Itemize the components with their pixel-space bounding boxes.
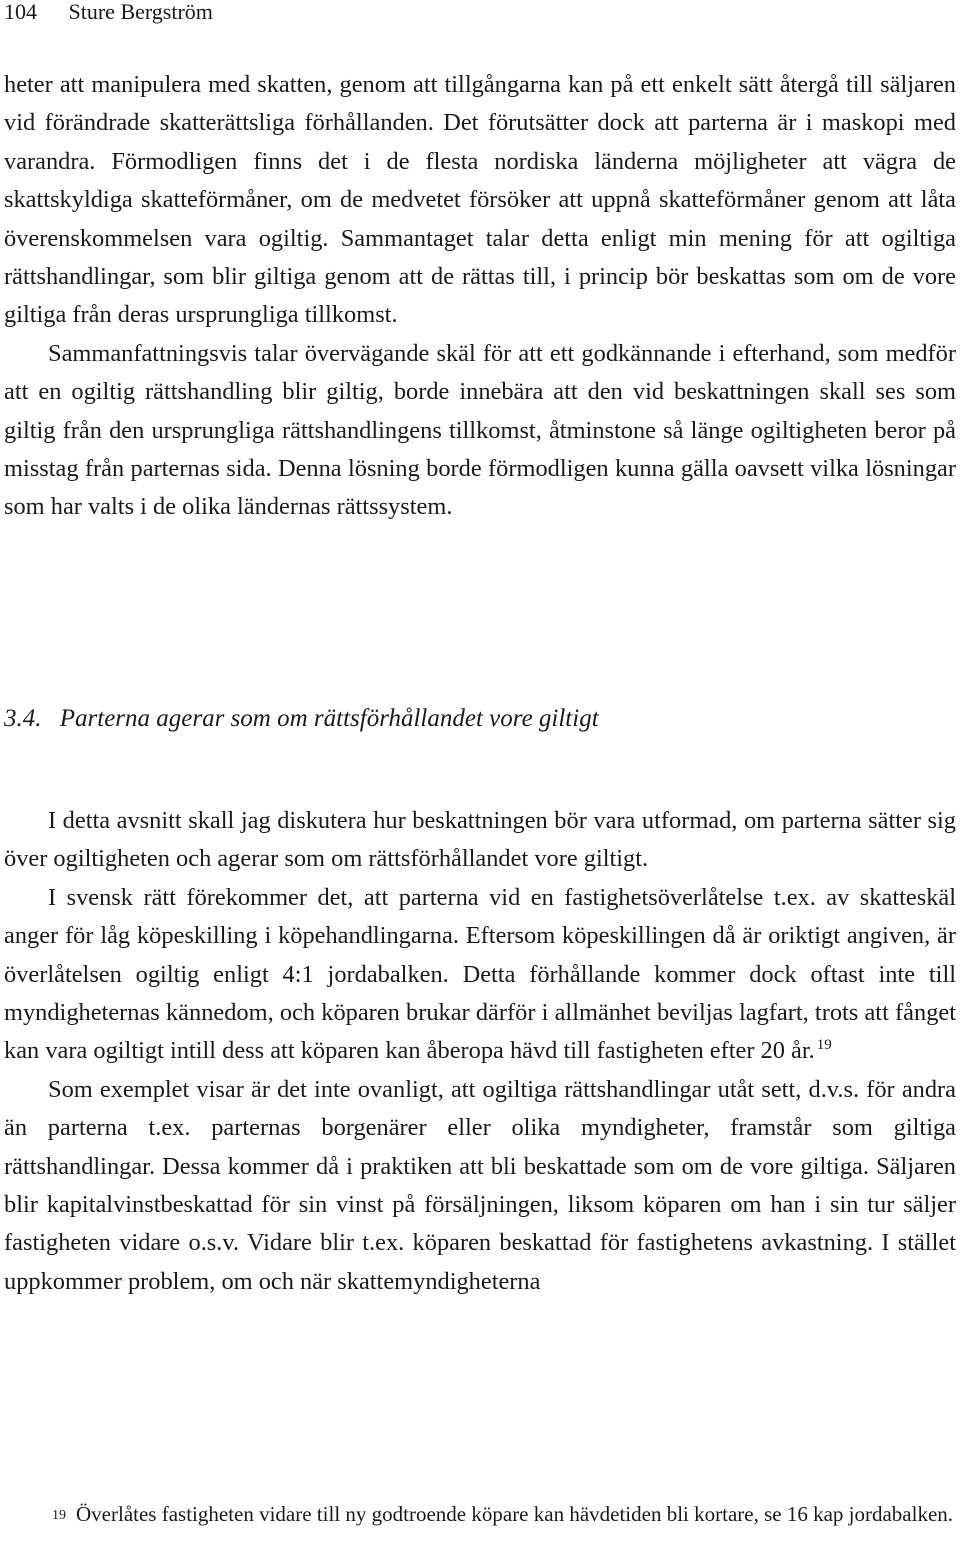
paragraph: heter att manipulera med skatten, genom att tillgångarna kan på ett enkelt sätt återgå till säljaren vid förändrade skatterättsliga förhållanden. Det förutsätter dock att parterna är i maskopi med varandra. Förmodligen finns det i de flesta nordiska länderna möjligheter att vägra de skattskyldiga skatteförmåner, om de medvetet försöker att uppnå skatteförmåner genom att låta överenskommelsen vara ogiltig. Sammantaget talar detta enligt min mening för att ogiltiga rättshandlingar, som blir giltiga genom att de rättas till, i princip bör beskattas som om de vore giltiga från deras ursprungliga tillkomst. <box>4 71 956 329</box>
footnote <box>4 1497 956 1531</box>
running-head-author: Sture Bergström <box>68 0 213 24</box>
section-number: 3.4. <box>4 705 42 732</box>
paragraph: I detta avsnitt skall jag diskutera hur beskattningen bör vara utformad, om parterna sätter sig över ogiltigheten och agerar som om rättsförhållandet vore giltigt. <box>4 807 956 873</box>
paragraph: Sammanfattningsvis talar övervägande skäl för att ett godkännande i efterhand, som medför att en ogiltig rättshandling blir giltig, borde innebära att den vid beskattningen skall ses som giltig från den ursprungliga rättshandlingens tillkomst, åtminstone så länge ogiltigheten beror på misstag från parternas sida. Denna lösning borde förmodligen kunna gälla oavsett vilka lösningar som har valts i de olika ländernas rättssystem. <box>4 339 956 521</box>
paragraph: Som exemplet visar är det inte ovanligt, att ogiltiga rättshandlingar utåt sett, d.v.s. för andra än parterna t.ex. parternas borgenärer eller olika myndigheter, framstår som giltiga rättshandlingar. Dessa kommer då i praktiken att bli beskattade som om de vore giltiga. Säljaren blir kapitalvinstbeskattad för sin vinst på försäljningen, liksom köparen om han i sin tur säljer fastigheten vidare o.s.v. Vidare blir t.ex. köparen beskattad för fastighetens avkastning. I stället uppkommer problem, om och när skattemyndigheterna <box>4 1075 956 1295</box>
paragraph <box>4 879 956 1071</box>
section-title: Parterna agerar som om rättsförhållandet vore giltigt <box>59 705 599 732</box>
body-text-bottom <box>4 802 956 1301</box>
footnote-text: Överlåtes fastigheten vidare till ny godtroende köpare kan hävdetiden bli kortare, se 16 kap jordabalken. <box>76 1502 954 1526</box>
paragraph-text: I svensk rätt förekommer det, att parterna vid en fastighetsöverlåtelse t.ex. av skatteskäl anger för låg köpeskilling i köpehandlingarna. Eftersom köpeskillingen då är oriktigt angiven, är överlåtelsen ogiltig enligt 4:1 jordabalken. Detta förhållande kommer dock oftast inte till myndigheternas kännedom, och köparen brukar därför i allmänhet beviljas lagfart, trots att fånget kan vara ogiltigt intill dess att köparen kan åberopa hävd till fastigheten efter 20 år. <box>4 883 956 1065</box>
running-head <box>4 0 213 24</box>
page-number: 104 <box>4 0 37 24</box>
footnote-reference[interactable]: 19 <box>816 1037 832 1054</box>
footnote-paragraph <box>4 1497 956 1531</box>
section-heading <box>4 700 599 738</box>
body-text-top <box>4 66 956 527</box>
footnote-mark: 19 <box>52 1508 66 1523</box>
